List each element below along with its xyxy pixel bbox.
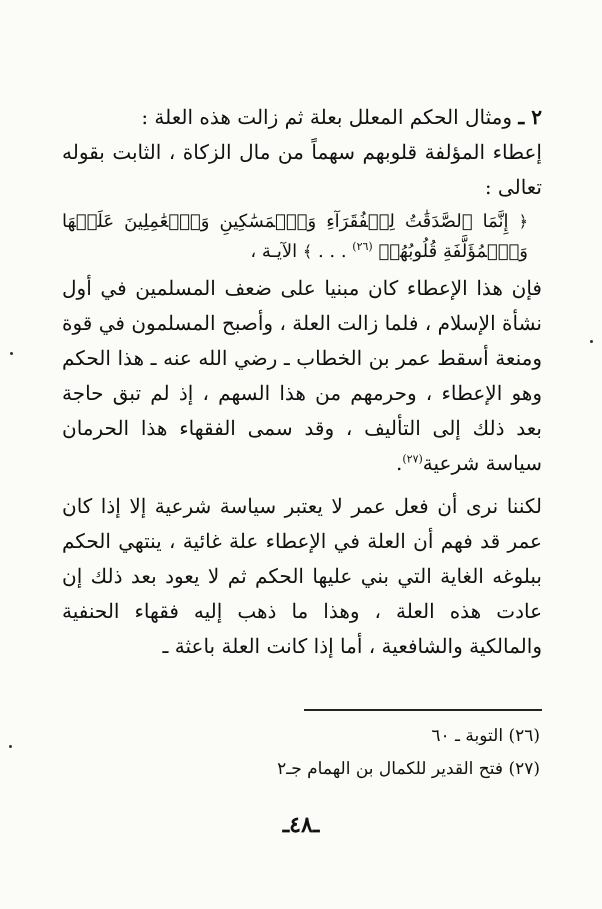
quran-ellipsis: . . .: [317, 241, 347, 262]
scan-speck: [9, 745, 12, 748]
scan-speck: [590, 340, 593, 343]
footnote-27: [60, 753, 540, 786]
para1-footnote-ref: (٢٧): [402, 452, 423, 466]
footnote-text: التوبة ـ ٦٠: [431, 726, 504, 746]
para1-end: .: [396, 451, 403, 475]
footnote-text: فتح القدير للكمال بن الهمام جـ٢: [277, 759, 504, 779]
body-paragraph-2: لكننا نرى أن فعل عمر لا يعتبر سياسة شرعية إلا إذا كان عمر قد فهم أن العلة في الإعطاء علة غائية ، ينتهي الحكم ببلوغه الغاية التي بني عليها الحكم ثم لا يعود بعد ذلك إن عادت هذه العلة ، وهذا ما ذهب إليه فقهاء الحنفية والمالكية والشافعية ، أما إذا كانت العلة باعثة ـ: [62, 494, 543, 658]
quran-open-bracket: ﴿: [518, 212, 528, 231]
footnote-number: (٢٧): [508, 759, 540, 779]
quran-footnote-ref: (٢٦): [352, 240, 373, 253]
section-heading: [62, 100, 542, 135]
intro-line-3: تعالى :: [484, 175, 542, 199]
intro-line-2: إعطاء المؤلفة قلوبهم سهماً من مال الزكاة ، الثابت بقوله: [62, 140, 542, 164]
quran-text: إِنَّمَا ٱلصَّدَقَٰتُ لِلۡفُقَرَآءِ وَٱلۡمَسَٰكِينِ وَٱلۡعَٰمِلِينَ عَلَيۡهَا وَٱلۡمُؤَلَّفَةِ قُلُوبُهُمۡ: [62, 211, 528, 262]
quran-close-bracket: ﴾: [302, 242, 313, 261]
body-paragraph-1: فإن هذا الإعطاء كان مبنيا على ضعف المسلمين في أول نشأة الإسلام ، فلما زالت العلة ، وأصبح المسلمون في قوة ومنعة أسقط عمر بن الخطاب ـ رضي الله عنه ـ هذا الحكم وهو الإعطاء ، وحرمهم من هذا السهم ، إذ لم تبق حاجة بعد ذلك إلى التأليف ، وقد سمى الفقهاء هذا الحرمان سياسة شرعية: [62, 276, 543, 475]
footnote-26: [60, 720, 540, 753]
footnote-number: (٢٦): [508, 726, 540, 746]
footnotes: [60, 720, 540, 786]
item-number: ٢ ـ: [518, 105, 542, 129]
footnote-divider: [304, 709, 542, 711]
intro-paragraph: [62, 100, 542, 481]
quran-verse: [62, 207, 542, 267]
scan-speck: [10, 352, 13, 355]
quran-end-label: الآيـة ،: [250, 241, 298, 262]
page-body: [62, 100, 542, 664]
heading-text: ومثال الحكم المعلل بعلة ثم زالت هذه العلة :: [141, 105, 513, 129]
page-number: ـ٤٨ـ: [282, 812, 320, 838]
